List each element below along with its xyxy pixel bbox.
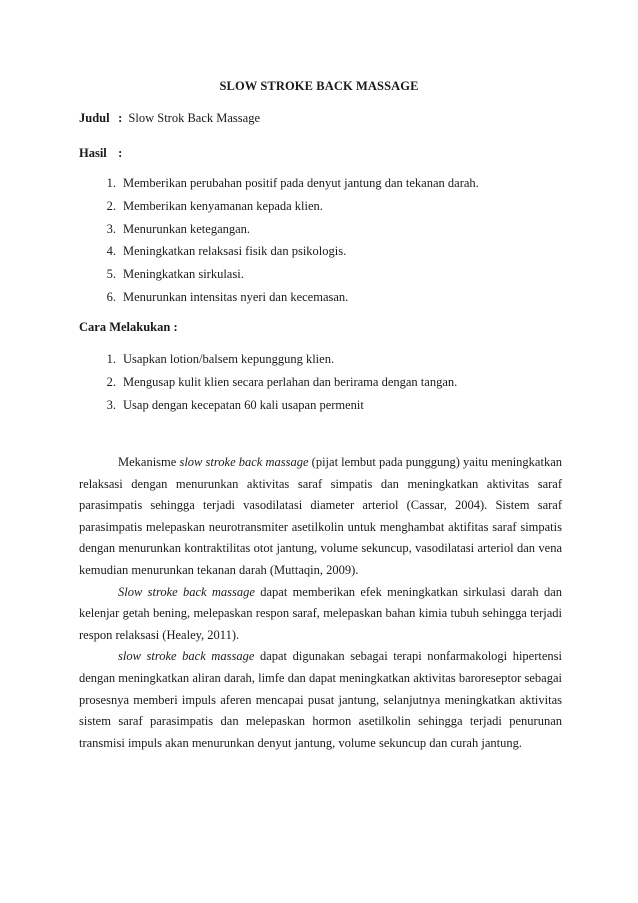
list-item <box>79 286 479 309</box>
list-item-number: 2. <box>106 374 116 389</box>
list-item-text: Mengusap kulit klien secara perlahan dan berirama dengan tangan. <box>123 374 458 389</box>
hasil-colon: : <box>118 146 123 160</box>
list-item-text: Meningkatkan relaksasi fisik dan psikologis. <box>123 244 347 259</box>
list-item-number: 4. <box>106 244 116 259</box>
list-item-number: 5. <box>106 267 116 282</box>
list-item <box>79 348 457 371</box>
paragraph-lead: Mekanisme <box>118 455 177 469</box>
hasil-list <box>79 172 479 309</box>
paragraph-italic-term: Slow stroke back massage <box>118 584 255 599</box>
list-item-text: Memberikan perubahan positif pada denyut jantung dan tekanan darah. <box>123 176 479 190</box>
list-item <box>79 218 479 241</box>
paragraph-therapy <box>79 646 562 754</box>
list-item <box>79 195 479 218</box>
cara-list <box>79 348 457 416</box>
list-item-number: 1. <box>106 352 116 366</box>
list-item <box>79 263 479 286</box>
list-item-number: 6. <box>106 289 116 304</box>
list-item-number: 2. <box>106 198 116 213</box>
list-item <box>79 172 479 195</box>
list-item-number: 3. <box>106 221 116 236</box>
list-item-number: 3. <box>106 397 116 412</box>
document-title: SLOW STROKE BACK MASSAGE <box>219 79 419 93</box>
paragraph-italic-term: slow stroke back massage <box>179 455 309 469</box>
list-item-text: Memberikan kenyamanan kepada klien. <box>123 198 323 213</box>
judul-label: Judul <box>79 111 110 125</box>
body-text <box>79 452 562 754</box>
list-item-text: Meningkatkan sirkulasi. <box>123 267 244 282</box>
hasil-label: Hasil <box>79 146 107 160</box>
list-item <box>79 240 479 263</box>
list-item-text: Menurunkan ketegangan. <box>123 221 251 236</box>
paragraph-mechanism <box>79 452 562 582</box>
list-item <box>79 371 457 394</box>
paragraph-effects <box>79 582 562 647</box>
list-item-text: Usapkan lotion/balsem kepunggung klien. <box>123 352 335 366</box>
paragraph-text: dapat digunakan sebagai terapi nonfarmakologi hipertensi dengan meningkatkan aliran darah, limfe dan dapat meningkatkan aktivitas baroreseptor sebagai prosesnya memberi impuls aferen mencapai pusat jantung, selanjutnya meningkatkan aktivitas sistem saraf parasimpatis dan melepaskan hormon asetilkolin sehingga terjadi penurunan transmisi impuls akan menurunkan denyut jantung, volume sekuncup dan curah jantung. <box>79 649 562 750</box>
paragraph-text: dapat memberikan efek meningkatkan sirkulasi darah dan kelenjar getah bening, melepaskan respon saraf, melepaskan bahan kimia tubuh sehingga terjadi respon relaksasi (Healey, 2011). <box>79 584 562 642</box>
judul-field <box>79 111 260 126</box>
hasil-field <box>79 146 125 161</box>
list-item-number: 1. <box>106 176 116 190</box>
list-item-text: Menurunkan intensitas nyeri dan kecemasan. <box>123 289 349 304</box>
judul-colon: : <box>118 111 123 125</box>
cara-melakukan-heading: Cara Melakukan : <box>79 320 178 334</box>
judul-value: Slow Strok Back Massage <box>128 111 261 125</box>
list-item <box>79 394 457 417</box>
paragraph-text: (pijat lembut pada punggung) yaitu meningkatkan relaksasi dengan menurunkan aktivitas saraf simpatis dan meningkatkan aktivitas saraf parasimpatis sehingga terjadi vasodilatasi diameter arteriol (Cassar, 2004). Sistem saraf parasimpatis melepaskan neurotransmiter asetilkolin untuk menghambat aktifitas saraf simpatis dengan menurunkan kontraktilitas otot jantung, volume sekuncup, vasodilatasi arteriol dan vena kemudian menurunkan tekanan darah (Muttaqin, 2009). <box>79 455 562 577</box>
paragraph-italic-term: slow stroke back massage <box>118 649 255 664</box>
list-item-text: Usap dengan kecepatan 60 kali usapan permenit <box>123 397 364 412</box>
